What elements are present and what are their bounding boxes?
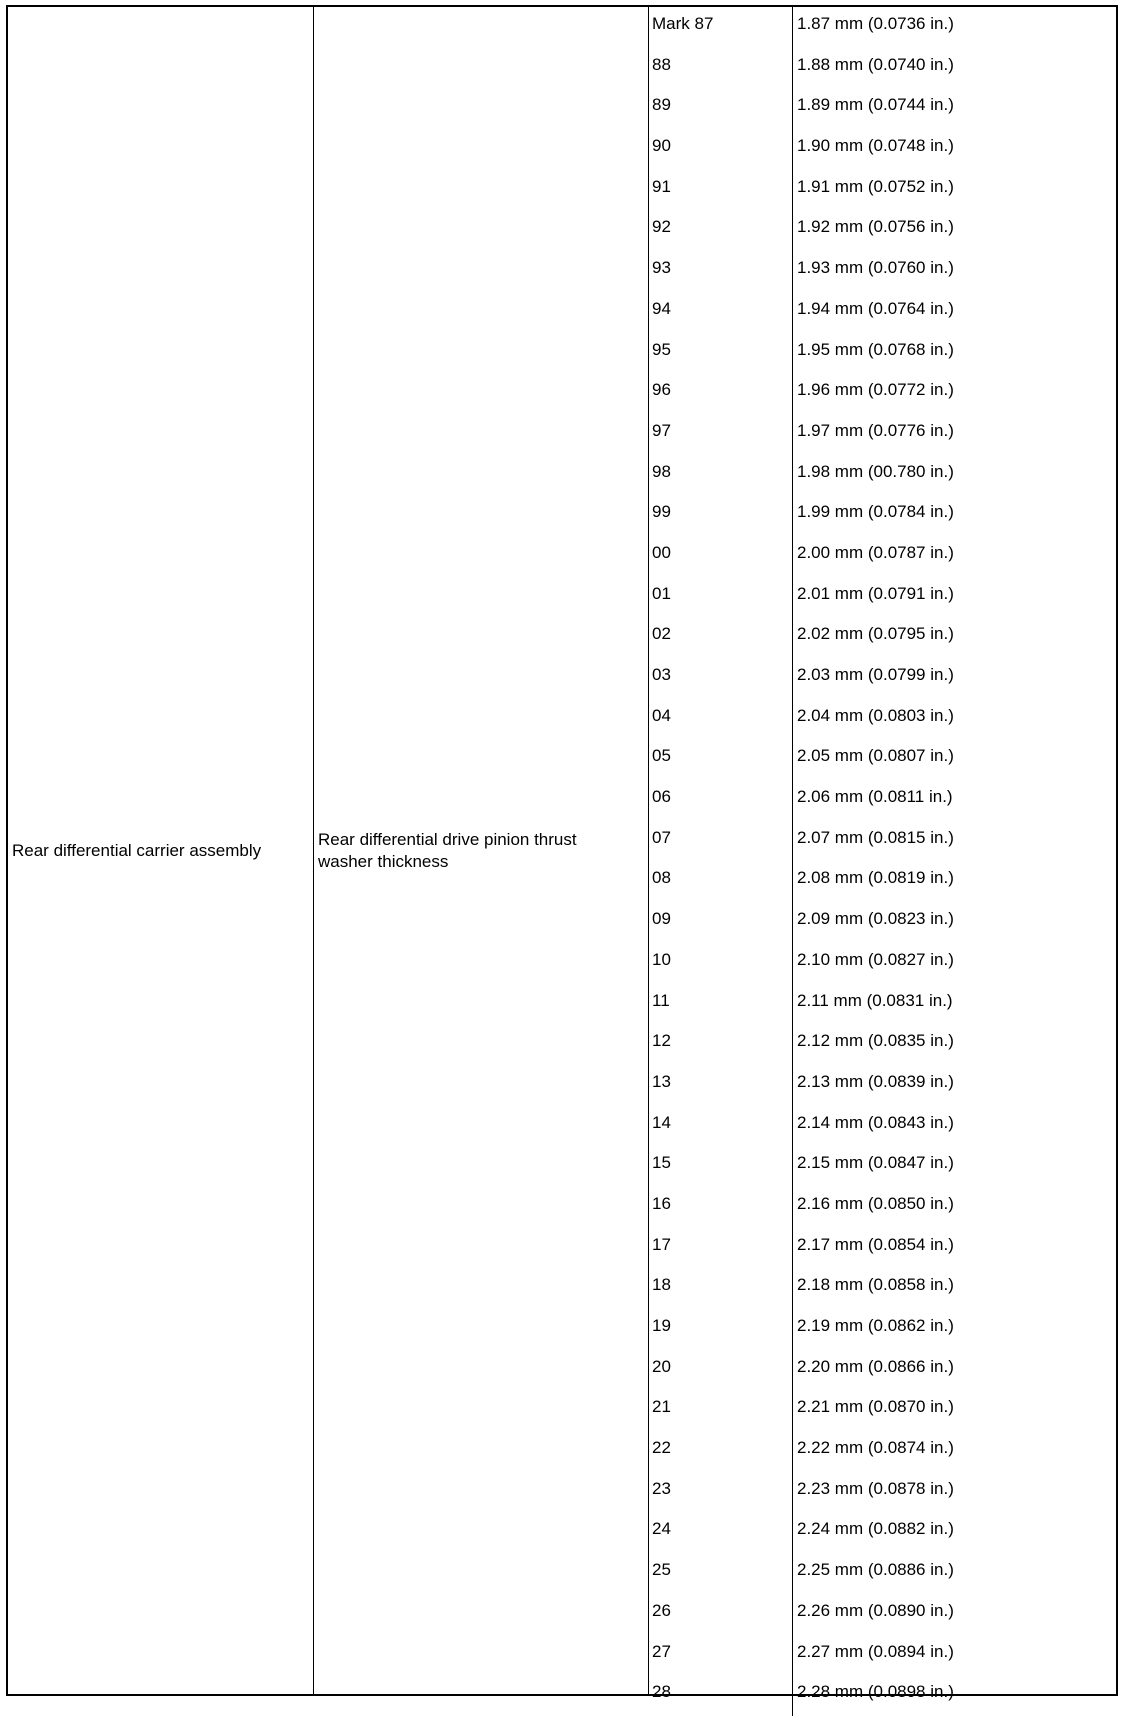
table-row [649, 251, 1116, 292]
table-row [649, 536, 1116, 577]
thickness-cell: 2.19 mm (0.0862 in.) [797, 1316, 954, 1335]
table-row [649, 1431, 1116, 1472]
thickness-cell: 1.98 mm (00.780 in.) [797, 461, 954, 481]
thickness-cell: 2.25 mm (0.0886 in.) [797, 1560, 954, 1580]
thickness-cell: 2.06 mm (0.0811 in.) [797, 787, 953, 807]
table-row [649, 739, 1116, 780]
component-cell [8, 7, 314, 1694]
table-row [649, 333, 1116, 374]
mark-cell: 90 [649, 129, 793, 170]
thickness-cell: 2.05 mm (0.0807 in.) [797, 746, 954, 766]
table-row [649, 170, 1116, 211]
mark-cell: 05 [649, 739, 793, 780]
table-row [649, 1675, 1116, 1716]
thickness-cell: 2.04 mm (0.0803 in.) [797, 705, 954, 725]
table-row [649, 1065, 1116, 1106]
table-row [649, 658, 1116, 699]
table-row [649, 1187, 1116, 1228]
thickness-cell: 2.18 mm (0.0858 in.) [797, 1275, 954, 1295]
thickness-cell: 2.11 mm (0.0831 in.) [797, 990, 953, 1010]
table-row [649, 1228, 1116, 1269]
mark-cell: Mark 87 [649, 7, 793, 48]
table-row [649, 1512, 1116, 1553]
mark-cell: 94 [649, 292, 793, 333]
table-row [649, 1553, 1116, 1594]
mark-cell: 14 [649, 1106, 793, 1147]
mark-cell: 98 [649, 455, 793, 496]
item-name: Rear differential drive pinion thrust washer thickness [318, 829, 577, 871]
thickness-cell: 2.12 mm (0.0835 in.) [797, 1031, 954, 1051]
table-row [649, 1594, 1116, 1635]
thickness-cell: 2.21 mm (0.0870 in.) [797, 1397, 954, 1417]
table-row [649, 1146, 1116, 1187]
table-row [649, 1390, 1116, 1431]
thickness-cell: 2.10 mm (0.0827 in.) [797, 949, 954, 969]
thickness-cell: 1.92 mm (0.0756 in.) [797, 217, 954, 237]
mark-cell: 28 [649, 1675, 793, 1716]
mark-cell: 25 [649, 1553, 793, 1594]
mark-cell: 95 [649, 333, 793, 374]
table-row [649, 1268, 1116, 1309]
mark-cell: 20 [649, 1350, 793, 1391]
table-row [649, 1635, 1116, 1676]
table-row [649, 780, 1116, 821]
mark-cell: 26 [649, 1594, 793, 1635]
thickness-cell: 2.02 mm (0.0795 in.) [797, 624, 954, 644]
table-row [649, 1309, 1116, 1350]
thickness-cell: 2.15 mm (0.0847 in.) [797, 1153, 954, 1173]
mark-cell: 11 [649, 984, 793, 1025]
thickness-cell: 1.93 mm (0.0760 in.) [797, 258, 954, 278]
mark-cell: 18 [649, 1268, 793, 1309]
table-row [649, 210, 1116, 251]
mark-cell: 15 [649, 1146, 793, 1187]
mark-cell: 06 [649, 780, 793, 821]
mark-cell: 04 [649, 699, 793, 740]
thickness-cell: 1.91 mm (0.0752 in.) [797, 176, 954, 196]
mark-cell: 88 [649, 48, 793, 89]
table-row [649, 414, 1116, 455]
thickness-cell: 2.22 mm (0.0874 in.) [797, 1438, 954, 1458]
table-row [649, 495, 1116, 536]
mark-cell: 03 [649, 658, 793, 699]
table-row [649, 821, 1116, 862]
table-row [649, 129, 1116, 170]
thickness-cell: 2.14 mm (0.0843 in.) [797, 1112, 954, 1132]
mark-cell: 08 [649, 861, 793, 902]
mark-cell: 92 [649, 210, 793, 251]
mark-cell: 93 [649, 251, 793, 292]
mark-cell: 16 [649, 1187, 793, 1228]
thickness-cell: 2.03 mm (0.0799 in.) [797, 665, 954, 684]
mark-cell: 01 [649, 577, 793, 618]
mark-cell: 21 [649, 1390, 793, 1431]
thickness-cell: 1.97 mm (0.0776 in.) [797, 420, 954, 440]
thickness-cell: 1.87 mm (0.0736 in.) [797, 14, 954, 33]
mark-cell: 97 [649, 414, 793, 455]
table-row [649, 88, 1116, 129]
table-row [649, 1106, 1116, 1147]
thickness-cell: 1.94 mm (0.0764 in.) [797, 298, 954, 318]
component-name: Rear differential carrier assembly [12, 840, 262, 860]
thickness-cell: 2.00 mm (0.0787 in.) [797, 542, 954, 562]
thickness-cell: 2.28 mm (0.0898 in.) [797, 1682, 954, 1702]
mark-cell: 09 [649, 902, 793, 943]
spec-table [6, 5, 1118, 1702]
thickness-cell: 2.13 mm (0.0839 in.) [797, 1071, 954, 1091]
thickness-rows [649, 7, 1116, 1702]
thickness-cell: 1.88 mm (0.0740 in.) [797, 54, 954, 74]
mark-cell: 91 [649, 170, 793, 211]
table-row [649, 902, 1116, 943]
table-row [649, 1024, 1116, 1065]
item-cell [314, 7, 649, 1694]
mark-cell: 10 [649, 943, 793, 984]
thickness-cell: 2.07 mm (0.0815 in.) [797, 827, 954, 847]
thickness-cell: 2.26 mm (0.0890 in.) [797, 1600, 954, 1620]
table-row [649, 455, 1116, 496]
mark-cell: 23 [649, 1472, 793, 1513]
table-row [649, 373, 1116, 414]
mark-cell: 19 [649, 1309, 793, 1350]
thickness-cell: 2.17 mm (0.0854 in.) [797, 1234, 954, 1254]
table-row [649, 1350, 1116, 1391]
mark-cell: 12 [649, 1024, 793, 1065]
table-row [649, 48, 1116, 89]
table-row [649, 7, 1116, 48]
thickness-cell: 2.23 mm (0.0878 in.) [797, 1478, 954, 1498]
table-row [649, 292, 1116, 333]
thickness-cell: 1.96 mm (0.0772 in.) [797, 380, 954, 400]
mark-cell: 99 [649, 495, 793, 536]
thickness-cell: 2.24 mm (0.0882 in.) [797, 1519, 954, 1539]
mark-cell: 24 [649, 1512, 793, 1553]
thickness-cell: 2.16 mm (0.0850 in.) [797, 1193, 954, 1213]
mark-cell: 00 [649, 536, 793, 577]
mark-cell: 13 [649, 1065, 793, 1106]
table-row [649, 617, 1116, 658]
table-row [649, 984, 1116, 1025]
mark-cell: 17 [649, 1228, 793, 1269]
mark-cell: 02 [649, 617, 793, 658]
thickness-cell: 1.89 mm (0.0744 in.) [797, 95, 954, 115]
table-row [649, 861, 1116, 902]
table-row [649, 577, 1116, 618]
thickness-cell: 2.01 mm (0.0791 in.) [797, 583, 954, 603]
thickness-cell: 2.27 mm (0.0894 in.) [797, 1641, 954, 1661]
mark-cell: 96 [649, 373, 793, 414]
table-row [649, 943, 1116, 984]
table-row [649, 699, 1116, 740]
table-row [649, 1472, 1116, 1513]
thickness-cell: 1.90 mm (0.0748 in.) [797, 136, 954, 156]
mark-cell: 22 [649, 1431, 793, 1472]
thickness-cell: 2.08 mm (0.0819 in.) [797, 868, 954, 888]
mark-cell: 07 [649, 821, 793, 862]
thickness-cell: 1.99 mm (0.0784 in.) [797, 502, 954, 522]
mark-cell: 89 [649, 88, 793, 129]
thickness-cell: 2.20 mm (0.0866 in.) [797, 1356, 954, 1376]
thickness-cell: 2.09 mm (0.0823 in.) [797, 909, 954, 929]
thickness-cell: 1.95 mm (0.0768 in.) [797, 339, 954, 359]
mark-cell: 27 [649, 1635, 793, 1676]
